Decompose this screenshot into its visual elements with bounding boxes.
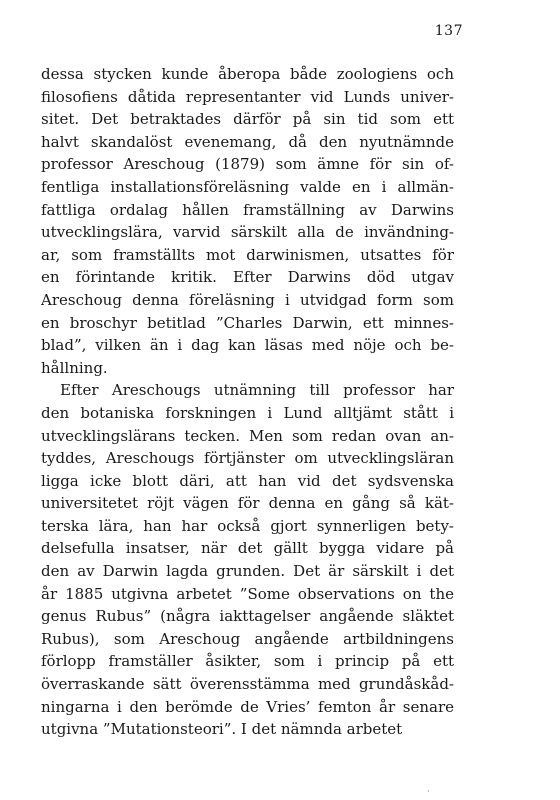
text-line: terska lära, han har också gjort synnerligen bety- (41, 516, 454, 535)
text-line: en förintande kritik. Efter Darwins död utgav (41, 268, 454, 287)
text-line: ar, som framställts mot darwinismen, utsattes för (41, 245, 454, 264)
text-line: utvecklingslära, varvid särskilt alla de invändning- (41, 223, 454, 242)
text-line: en broschyr betitlad ”Charles Darwin, ett minnes- (41, 313, 454, 332)
text-line: fattliga ordalag hållen framställning av Darwins (41, 200, 454, 219)
text-line: blad”, vilken än i dag kan läsas med nöje och be- (41, 336, 454, 355)
page-number: 137 (434, 23, 463, 39)
paragraph (41, 379, 454, 741)
text-line: hållning. (41, 358, 108, 377)
text-line: överraskande sätt överensstämma med grundåskåd- (41, 675, 454, 694)
text-line: sitet. Det betraktades därför på sin tid som ett (41, 110, 454, 129)
paragraph (41, 63, 454, 379)
text-line: tyddes, Areschougs förtjänster om utvecklingsläran (41, 449, 454, 468)
print-speck: · (427, 787, 430, 796)
text-line: filosofiens dåtida representanter vid Lunds univer- (41, 87, 454, 106)
text-line: den av Darwin lagda grunden. Det är särskilt i det (41, 562, 454, 581)
body-text (41, 63, 454, 741)
text-line: professor Areschoug (1879) som ämne för sin of- (41, 155, 454, 174)
text-line: Areschoug denna föreläsning i utvidgad form som (41, 290, 454, 309)
text-line: Efter Areschougs utnämning till professor har (60, 381, 454, 400)
text-line: Rubus), som Areschoug angående artbildningens (41, 629, 454, 648)
text-line: genus Rubus” (några iakttagelser angående släktet (41, 607, 454, 626)
text-line: halvt skandalöst evenemang, då den nyutnämnde (41, 132, 454, 151)
text-line: ligga icke blott däri, att han vid det sydsvenska (41, 471, 454, 490)
text-line: förlopp framställer åsikter, som i princip på ett (41, 652, 454, 671)
text-line: utgivna ”Mutationsteori”. I det nämnda arbetet (41, 720, 403, 739)
text-line: den botaniska forskningen i Lund alltjämt stått i (41, 403, 454, 422)
text-line: ningarna i den berömde de Vries’ femton år senare (41, 697, 454, 716)
text-line: universitetet röjt vägen för denna en gång så kät- (41, 494, 454, 513)
text-line: år 1885 utgivna arbetet ”Some observations on the (41, 584, 454, 603)
text-line: dessa stycken kunde åberopa både zoologiens och (41, 65, 454, 83)
text-line: fentliga installationsföreläsning valde en i allmän- (41, 177, 454, 196)
text-line: delsefulla insatser, när det gällt bygga vidare på (41, 539, 454, 558)
text-line: utvecklingslärans tecken. Men som redan ovan an- (41, 426, 454, 445)
